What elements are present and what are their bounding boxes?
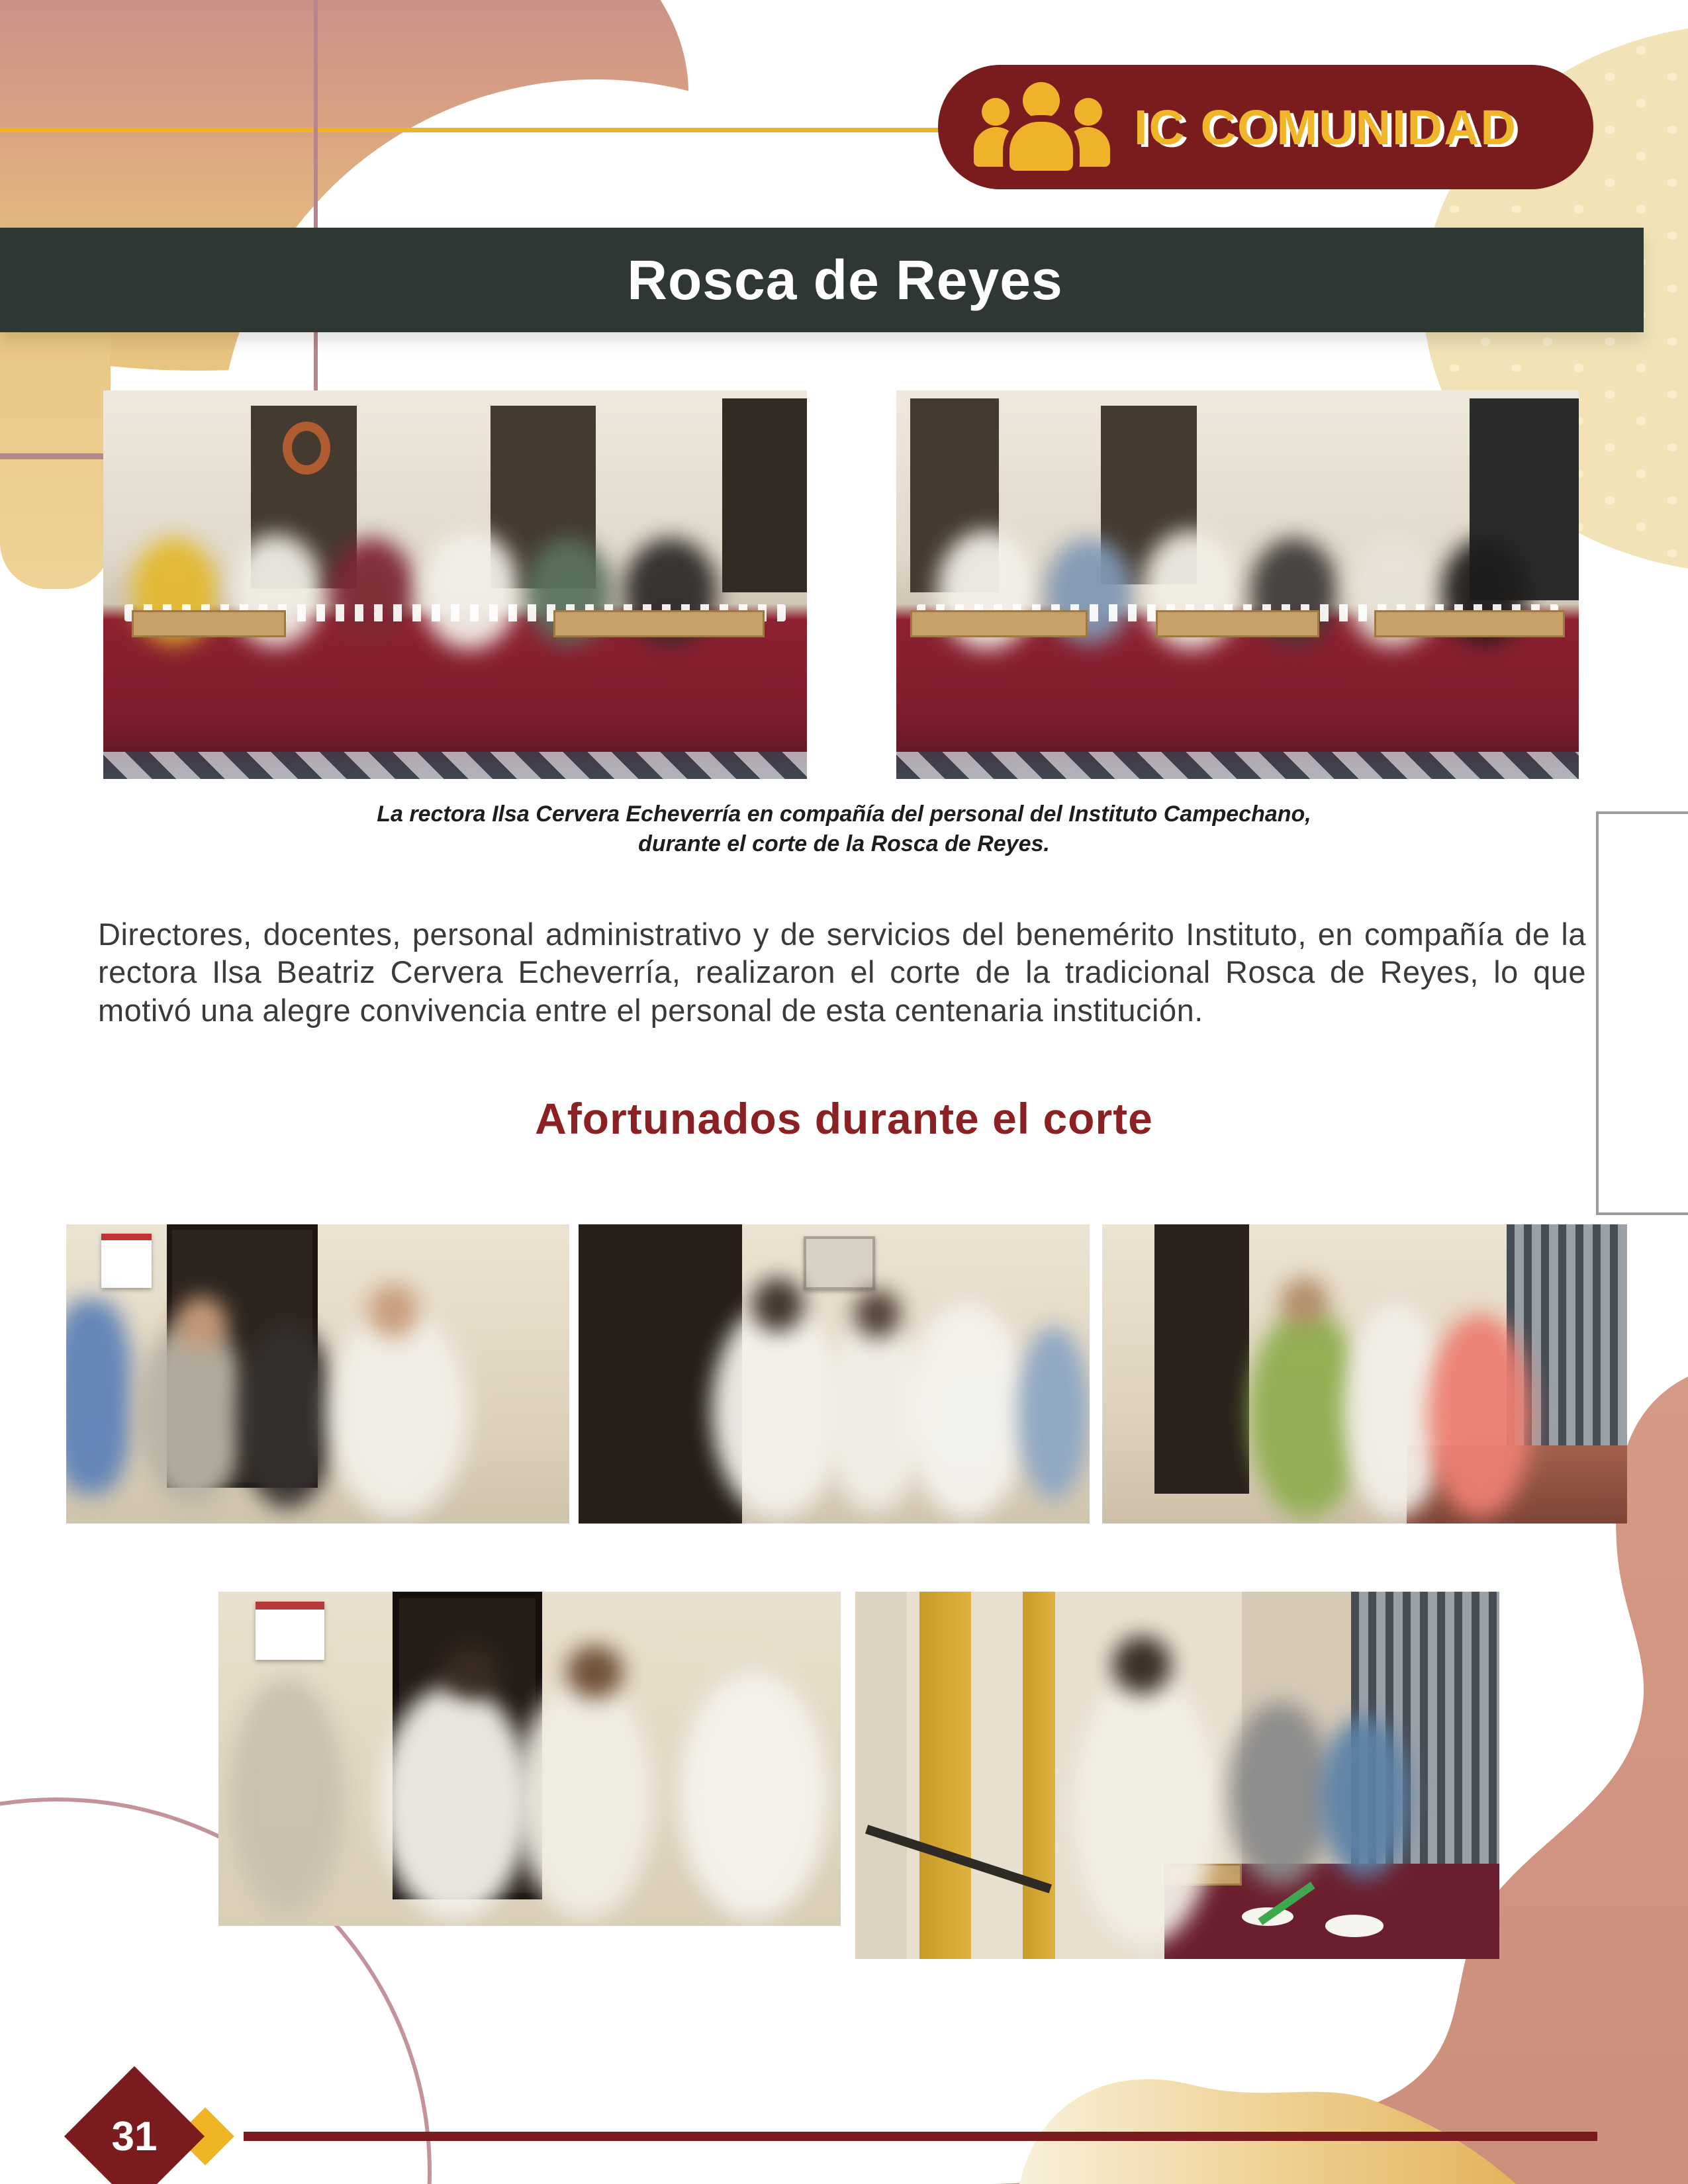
rose-vertical-line [314,0,318,397]
figure-blob [1428,1314,1533,1518]
footer-rule-line [244,2132,1597,2141]
photo-rosca-group-1 [103,390,807,779]
rose-horizontal-line [0,453,111,459]
door-shape [1154,1224,1249,1494]
plate-shape [1325,1915,1383,1936]
yellow-pillar-shape [919,1592,971,1959]
rosca-box-shape [553,610,765,637]
figure-blob [380,1685,530,1919]
figure-blob [567,1645,623,1699]
gold-accent-line [0,128,947,132]
person-right-head [1074,98,1102,126]
emergency-sign-shape [256,1602,324,1660]
ic-comunidad-badge [938,65,1593,189]
photo-caption [0,799,1688,859]
banner-title: Rosca de Reyes [627,248,1063,311]
figure-blob [1113,1636,1171,1695]
section-banner [0,228,1644,332]
figure-blob [328,538,414,644]
figure-blob [328,1308,469,1518]
photo-afortunados-4 [218,1592,841,1926]
person-center-body [1009,122,1073,171]
emergency-sign-shape [101,1234,152,1288]
figure-blob [231,1678,343,1913]
rosca-box-shape [910,610,1088,637]
figure-blob [237,1323,338,1508]
figure-blob [906,1302,1028,1518]
section-heading: Afortunados durante el corte [535,1094,1153,1143]
person-center-head [1023,82,1060,119]
photo-rosca-group-2 [896,390,1579,779]
checkered-floor-shape [896,752,1579,779]
right-margin-frame [1596,811,1688,1215]
figure-blob [1074,1672,1216,1944]
photo-caption-line2: durante el corte de la Rosca de Reyes. [638,831,1050,856]
figure-blob [752,1278,803,1332]
figure-blob [1229,1702,1332,1886]
person-left-head [982,98,1009,126]
photo-afortunados-3 [1102,1224,1627,1524]
figure-blob [1319,1717,1409,1878]
photo-afortunados-1 [66,1224,569,1524]
figure-blob [442,1645,498,1699]
figure-blob [420,530,519,649]
figure-blob [517,1678,654,1919]
page-number: 31 [111,2113,158,2160]
figure-blob [177,1296,227,1349]
badge-label: IC COMUNIDAD [1134,99,1517,155]
rosca-box-shape [1374,610,1566,637]
checkered-floor-shape [103,752,807,779]
figure-blob [368,1284,418,1338]
figure-blob [1281,1278,1328,1326]
figure-blob [679,1672,829,1919]
yellow-pillar-shape [1023,1592,1055,1959]
wreath-shape [283,422,330,475]
photo-afortunados-2 [579,1224,1090,1524]
door-shape [722,398,807,593]
rosca-box-shape [132,610,287,637]
article-paragraph: Directores, docentes, personal administrativo y de servicios del benemérito Instituto, en compañía de la rectora Ilsa Beatriz Cervera Echeverría, realizaron el corte de la tradicional Rosca de Reyes, lo que motivó una alegre convivencia entre el personal de esta centenaria institución. [98,917,1586,1028]
figure-blob [66,1299,132,1494]
rosca-box-shape [1156,610,1319,637]
figure-blob [855,1290,900,1338]
plaque-shape [804,1236,875,1290]
figure-blob [1018,1326,1090,1500]
photo-afortunados-5 [855,1592,1499,1959]
people-group-icon [972,81,1111,173]
photo-caption-line1: La rectora Ilsa Cervera Echeverría en compañía del personal del Instituto Campechano, [377,801,1311,827]
